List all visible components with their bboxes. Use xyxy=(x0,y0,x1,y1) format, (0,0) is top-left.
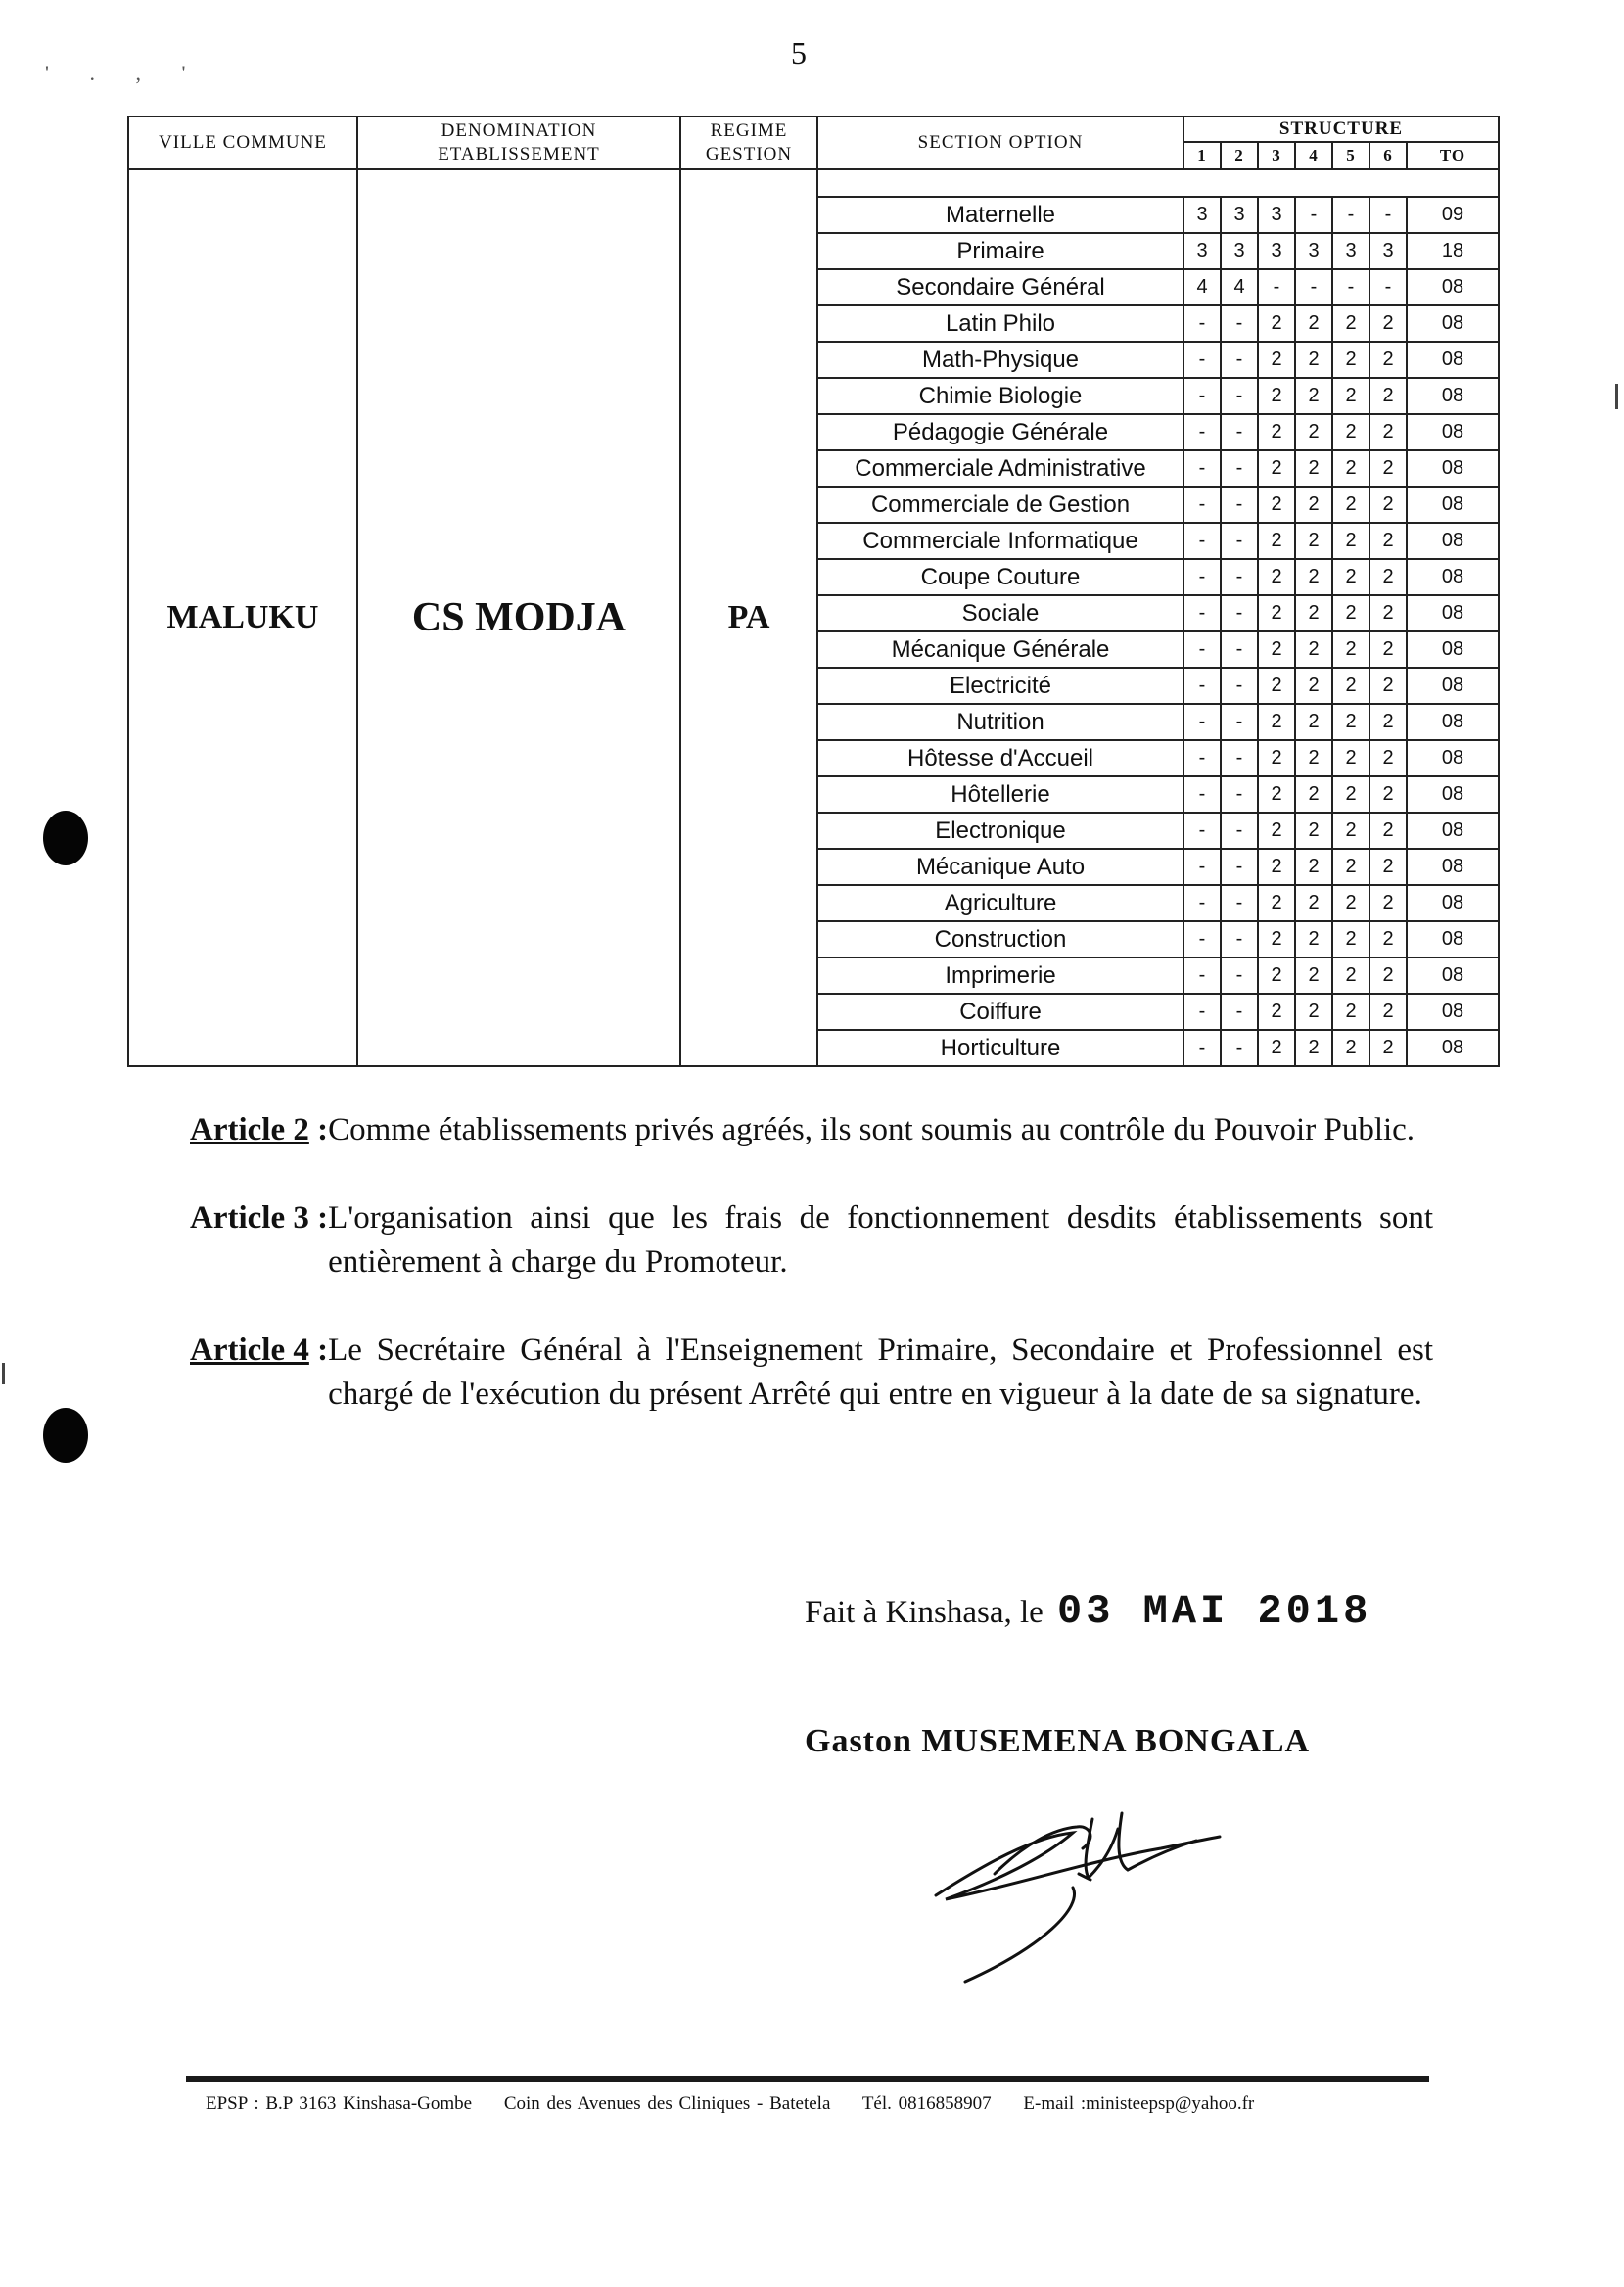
structure-cell: 2 xyxy=(1332,740,1369,776)
footer-email[interactable]: E-mail :ministeepsp@yahoo.fr xyxy=(1023,2093,1255,2114)
structure-cell: 2 xyxy=(1295,994,1332,1030)
structure-cell: - xyxy=(1183,921,1221,957)
total-cell: 08 xyxy=(1407,450,1499,487)
structure-cell: 2 xyxy=(1332,523,1369,559)
total-cell: 08 xyxy=(1407,414,1499,450)
signoff-place-date xyxy=(805,1588,1371,1635)
structure-cell: - xyxy=(1369,269,1407,305)
structure-cell: 2 xyxy=(1295,668,1332,704)
structure-cell: 2 xyxy=(1332,595,1369,631)
structure-cell: 2 xyxy=(1369,957,1407,994)
structure-cell: 2 xyxy=(1369,849,1407,885)
total-cell: 08 xyxy=(1407,378,1499,414)
structure-cell: 2 xyxy=(1332,1030,1369,1066)
signature-image xyxy=(926,1780,1249,1985)
structure-cell: 2 xyxy=(1295,487,1332,523)
footer-phone: Tél. 0816858907 xyxy=(861,2093,992,2114)
structure-cell: - xyxy=(1332,269,1369,305)
structure-cell: - xyxy=(1183,595,1221,631)
structure-cell: 2 xyxy=(1332,921,1369,957)
structure-cell: - xyxy=(1221,559,1258,595)
structure-cell: 2 xyxy=(1258,704,1295,740)
structure-cell: - xyxy=(1183,305,1221,342)
structure-cell: - xyxy=(1183,704,1221,740)
total-cell: 08 xyxy=(1407,631,1499,668)
structure-cell: - xyxy=(1183,559,1221,595)
structure-cell: 2 xyxy=(1258,668,1295,704)
structure-cell: 2 xyxy=(1332,776,1369,813)
footer-address: EPSP : B.P 3163 Kinshasa-Gombe xyxy=(206,2093,473,2114)
header-col-total: TO xyxy=(1407,142,1499,169)
structure-cell: - xyxy=(1183,776,1221,813)
structure-cell: 2 xyxy=(1258,631,1295,668)
structure-cell: 3 xyxy=(1258,197,1295,233)
structure-cell: - xyxy=(1221,994,1258,1030)
structure-cell: 2 xyxy=(1295,1030,1332,1066)
total-cell: 08 xyxy=(1407,305,1499,342)
structure-cell: 2 xyxy=(1258,740,1295,776)
option-cell: Agriculture xyxy=(817,885,1183,921)
structure-cell: 2 xyxy=(1258,849,1295,885)
structure-cell: - xyxy=(1221,450,1258,487)
structure-cell: - xyxy=(1221,631,1258,668)
structure-cell: 2 xyxy=(1369,631,1407,668)
structure-cell: - xyxy=(1332,197,1369,233)
structure-cell: 2 xyxy=(1258,813,1295,849)
option-cell: Hôtesse d'Accueil xyxy=(817,740,1183,776)
structure-cell: 2 xyxy=(1332,704,1369,740)
structure-cell: 4 xyxy=(1183,269,1221,305)
header-structure: STRUCTURE xyxy=(1183,117,1499,142)
structure-cell: 2 xyxy=(1295,631,1332,668)
punch-hole-upper xyxy=(43,811,88,865)
scan-specks: ' . , ' xyxy=(45,61,204,85)
structure-cell: 2 xyxy=(1369,813,1407,849)
option-cell: Pédagogie Générale xyxy=(817,414,1183,450)
punch-hole-lower xyxy=(43,1408,88,1463)
option-cell: Maternelle xyxy=(817,197,1183,233)
option-cell: Electronique xyxy=(817,813,1183,849)
header-etablissement: DENOMINATION ETABLISSEMENT xyxy=(357,117,680,169)
structure-cell: - xyxy=(1183,994,1221,1030)
structure-cell: 3 xyxy=(1221,233,1258,269)
structure-cell: - xyxy=(1221,885,1258,921)
structure-cell: 2 xyxy=(1332,414,1369,450)
total-cell: 08 xyxy=(1407,668,1499,704)
header-regime: REGIME GESTION xyxy=(680,117,817,169)
structure-cell: 2 xyxy=(1295,378,1332,414)
total-cell: 08 xyxy=(1407,994,1499,1030)
structure-cell: - xyxy=(1221,378,1258,414)
structure-table xyxy=(127,116,1500,1067)
option-cell: Horticulture xyxy=(817,1030,1183,1066)
structure-cell: 2 xyxy=(1258,957,1295,994)
structure-cell: - xyxy=(1221,704,1258,740)
total-cell: 08 xyxy=(1407,1030,1499,1066)
total-cell: 08 xyxy=(1407,595,1499,631)
structure-cell: 2 xyxy=(1258,921,1295,957)
structure-cell: 2 xyxy=(1332,305,1369,342)
total-cell: 08 xyxy=(1407,523,1499,559)
total-cell: 08 xyxy=(1407,885,1499,921)
structure-cell: 2 xyxy=(1332,631,1369,668)
structure-cell: 3 xyxy=(1183,233,1221,269)
total-cell: 08 xyxy=(1407,957,1499,994)
structure-cell: 2 xyxy=(1258,595,1295,631)
option-cell: Commerciale Administrative xyxy=(817,450,1183,487)
structure-cell: - xyxy=(1183,523,1221,559)
structure-cell: 2 xyxy=(1332,885,1369,921)
structure-cell: 2 xyxy=(1332,994,1369,1030)
total-cell: 08 xyxy=(1407,740,1499,776)
structure-cell: 2 xyxy=(1258,559,1295,595)
total-cell: 08 xyxy=(1407,921,1499,957)
structure-cell: 2 xyxy=(1332,957,1369,994)
header-col-5: 5 xyxy=(1332,142,1369,169)
structure-cell: - xyxy=(1221,813,1258,849)
structure-cell: 2 xyxy=(1332,668,1369,704)
article-4-label: Article 4 xyxy=(190,1332,309,1368)
structure-cell: - xyxy=(1221,668,1258,704)
structure-cell: - xyxy=(1183,849,1221,885)
structure-cell: - xyxy=(1221,957,1258,994)
signoff-place: Fait à Kinshasa, le xyxy=(805,1595,1044,1630)
structure-cell: 2 xyxy=(1295,523,1332,559)
structure-cell: 3 xyxy=(1183,197,1221,233)
structure-cell: - xyxy=(1183,885,1221,921)
structure-cell: 2 xyxy=(1295,305,1332,342)
structure-cell: - xyxy=(1183,668,1221,704)
structure-cell: 2 xyxy=(1258,776,1295,813)
total-cell: 08 xyxy=(1407,813,1499,849)
structure-cell: - xyxy=(1221,523,1258,559)
structure-cell: - xyxy=(1258,269,1295,305)
option-cell: Commerciale de Gestion xyxy=(817,487,1183,523)
structure-cell: 2 xyxy=(1369,921,1407,957)
structure-cell: 2 xyxy=(1295,921,1332,957)
structure-cell: 2 xyxy=(1369,885,1407,921)
total-cell: 08 xyxy=(1407,342,1499,378)
option-cell: Nutrition xyxy=(817,704,1183,740)
structure-cell: - xyxy=(1221,595,1258,631)
option-cell: Primaire xyxy=(817,233,1183,269)
structure-cell: 2 xyxy=(1369,559,1407,595)
structure-cell: 2 xyxy=(1369,595,1407,631)
total-cell: 08 xyxy=(1407,269,1499,305)
header-col-2: 2 xyxy=(1221,142,1258,169)
structure-cell: 2 xyxy=(1258,450,1295,487)
structure-cell: 3 xyxy=(1221,197,1258,233)
structure-cell: - xyxy=(1183,631,1221,668)
option-cell: Latin Philo xyxy=(817,305,1183,342)
article-2-label: Article 2 xyxy=(190,1112,309,1147)
structure-cell: 2 xyxy=(1295,776,1332,813)
structure-cell: 2 xyxy=(1332,487,1369,523)
structure-cell: 2 xyxy=(1295,559,1332,595)
structure-cell: 4 xyxy=(1221,269,1258,305)
structure-cell: 2 xyxy=(1369,1030,1407,1066)
structure-cell: - xyxy=(1221,414,1258,450)
article-3: Article 3 : L'organisation ainsi que les frais de fonctionnement desdits établissements sont entièrement à charge du Promoteur. xyxy=(190,1196,1433,1284)
structure-cell: 2 xyxy=(1369,342,1407,378)
structure-cell: 2 xyxy=(1258,885,1295,921)
structure-cell: - xyxy=(1221,305,1258,342)
total-cell: 18 xyxy=(1407,233,1499,269)
structure-cell: 2 xyxy=(1295,342,1332,378)
option-cell: Mécanique Auto xyxy=(817,849,1183,885)
scan-edge-mark xyxy=(2,1363,5,1384)
option-cell: Mécanique Générale xyxy=(817,631,1183,668)
article-4-text: Le Secrétaire Général à l'Enseignement Primaire, Secondaire et Professionnel est chargé de l'exécution du présent Arrêté qui entre en vigueur à la date de sa signature. xyxy=(328,1332,1433,1412)
structure-cell: - xyxy=(1221,849,1258,885)
option-cell: Coiffure xyxy=(817,994,1183,1030)
structure-cell: 2 xyxy=(1332,559,1369,595)
structure-cell: 2 xyxy=(1258,414,1295,450)
structure-cell: - xyxy=(1183,450,1221,487)
structure-cell: 2 xyxy=(1295,957,1332,994)
structure-cell: - xyxy=(1221,342,1258,378)
date-stamp: 03 MAI 2018 xyxy=(1057,1588,1372,1635)
structure-cell: - xyxy=(1183,813,1221,849)
structure-cell: 2 xyxy=(1295,740,1332,776)
structure-cell: 2 xyxy=(1369,487,1407,523)
structure-cell: - xyxy=(1183,342,1221,378)
structure-cell: 2 xyxy=(1369,740,1407,776)
structure-cell: - xyxy=(1221,740,1258,776)
structure-cell: 2 xyxy=(1332,813,1369,849)
article-2: Article 2 : Comme établissements privés agréés, ils sont soumis au contrôle du Pouvoir Public. xyxy=(190,1108,1433,1152)
structure-cell: 3 xyxy=(1332,233,1369,269)
structure-cell: 2 xyxy=(1369,414,1407,450)
ville-cell: MALUKU xyxy=(128,169,357,1066)
scan-edge-mark xyxy=(1615,384,1618,409)
option-cell: Imprimerie xyxy=(817,957,1183,994)
structure-cell: 2 xyxy=(1295,704,1332,740)
structure-cell: - xyxy=(1221,921,1258,957)
option-cell: Coupe Couture xyxy=(817,559,1183,595)
structure-cell: 2 xyxy=(1295,813,1332,849)
header-section: SECTION OPTION xyxy=(817,117,1183,169)
structure-cell: - xyxy=(1183,740,1221,776)
structure-cell: 2 xyxy=(1332,450,1369,487)
structure-cell: 2 xyxy=(1295,595,1332,631)
signatory-name: Gaston MUSEMENA BONGALA xyxy=(805,1723,1311,1759)
structure-cell: 2 xyxy=(1258,342,1295,378)
footer xyxy=(206,2093,1279,2115)
structure-cell: 2 xyxy=(1295,885,1332,921)
footer-street: Coin des Avenues des Cliniques - Batetela xyxy=(503,2093,831,2114)
structure-cell: 2 xyxy=(1258,1030,1295,1066)
option-cell: Chimie Biologie xyxy=(817,378,1183,414)
article-3-text: L'organisation ainsi que les frais de fonctionnement desdits établissements sont entièrement à charge du Promoteur. xyxy=(328,1200,1433,1280)
option-cell: Sociale xyxy=(817,595,1183,631)
structure-cell: - xyxy=(1221,487,1258,523)
option-cell: Math-Physique xyxy=(817,342,1183,378)
structure-cell: 2 xyxy=(1369,994,1407,1030)
option-cell: Hôtellerie xyxy=(817,776,1183,813)
structure-cell: 2 xyxy=(1258,487,1295,523)
structure-cell: 2 xyxy=(1258,994,1295,1030)
header-col-3: 3 xyxy=(1258,142,1295,169)
header-ville: VILLE COMMUNE xyxy=(128,117,357,169)
total-cell: 08 xyxy=(1407,849,1499,885)
structure-cell: 2 xyxy=(1369,776,1407,813)
structure-cell: - xyxy=(1183,378,1221,414)
structure-cell: 3 xyxy=(1369,233,1407,269)
option-cell: Electricité xyxy=(817,668,1183,704)
total-cell: 08 xyxy=(1407,487,1499,523)
structure-cell: 2 xyxy=(1258,305,1295,342)
structure-cell: 2 xyxy=(1369,378,1407,414)
structure-cell: 2 xyxy=(1332,342,1369,378)
article-3-label: Article 3 xyxy=(190,1200,309,1236)
header-col-1: 1 xyxy=(1183,142,1221,169)
structure-cell: - xyxy=(1183,1030,1221,1066)
structure-cell: - xyxy=(1369,197,1407,233)
etablissement-cell: CS MODJA xyxy=(357,169,680,1066)
structure-cell: - xyxy=(1183,414,1221,450)
structure-cell: 2 xyxy=(1369,704,1407,740)
structure-cell: 3 xyxy=(1258,233,1295,269)
structure-cell: 2 xyxy=(1258,523,1295,559)
header-col-4: 4 xyxy=(1295,142,1332,169)
total-cell: 08 xyxy=(1407,704,1499,740)
structure-cell: 2 xyxy=(1332,849,1369,885)
page-number: 5 xyxy=(791,35,807,70)
structure-cell: 2 xyxy=(1295,414,1332,450)
option-cell: Commerciale Informatique xyxy=(817,523,1183,559)
option-cell: Construction xyxy=(817,921,1183,957)
total-cell: 09 xyxy=(1407,197,1499,233)
structure-cell: 2 xyxy=(1258,378,1295,414)
structure-cell: 3 xyxy=(1295,233,1332,269)
footer-rule xyxy=(186,2076,1429,2082)
articles-section xyxy=(190,1108,1433,1461)
structure-cell: - xyxy=(1221,1030,1258,1066)
structure-cell: 2 xyxy=(1295,849,1332,885)
option-cell: Secondaire Général xyxy=(817,269,1183,305)
structure-cell: - xyxy=(1295,269,1332,305)
header-col-6: 6 xyxy=(1369,142,1407,169)
structure-cell: - xyxy=(1221,776,1258,813)
total-cell: 08 xyxy=(1407,559,1499,595)
structure-cell: 2 xyxy=(1369,668,1407,704)
structure-cell: - xyxy=(1183,957,1221,994)
structure-cell: 2 xyxy=(1369,305,1407,342)
header-gap xyxy=(817,169,1499,197)
article-2-text: Comme établissements privés agréés, ils sont soumis au contrôle du Pouvoir Public. xyxy=(328,1112,1415,1147)
structure-cell: - xyxy=(1295,197,1332,233)
regime-cell: PA xyxy=(680,169,817,1066)
structure-cell: 2 xyxy=(1369,523,1407,559)
structure-cell: 2 xyxy=(1295,450,1332,487)
total-cell: 08 xyxy=(1407,776,1499,813)
structure-cell: 2 xyxy=(1332,378,1369,414)
structure-cell: - xyxy=(1183,487,1221,523)
structure-cell: 2 xyxy=(1369,450,1407,487)
article-4: Article 4 : Le Secrétaire Général à l'Enseignement Primaire, Secondaire et Professionnel est chargé de l'exécution du présent Arrêté qui entre en vigueur à la date de sa signature. xyxy=(190,1329,1433,1417)
